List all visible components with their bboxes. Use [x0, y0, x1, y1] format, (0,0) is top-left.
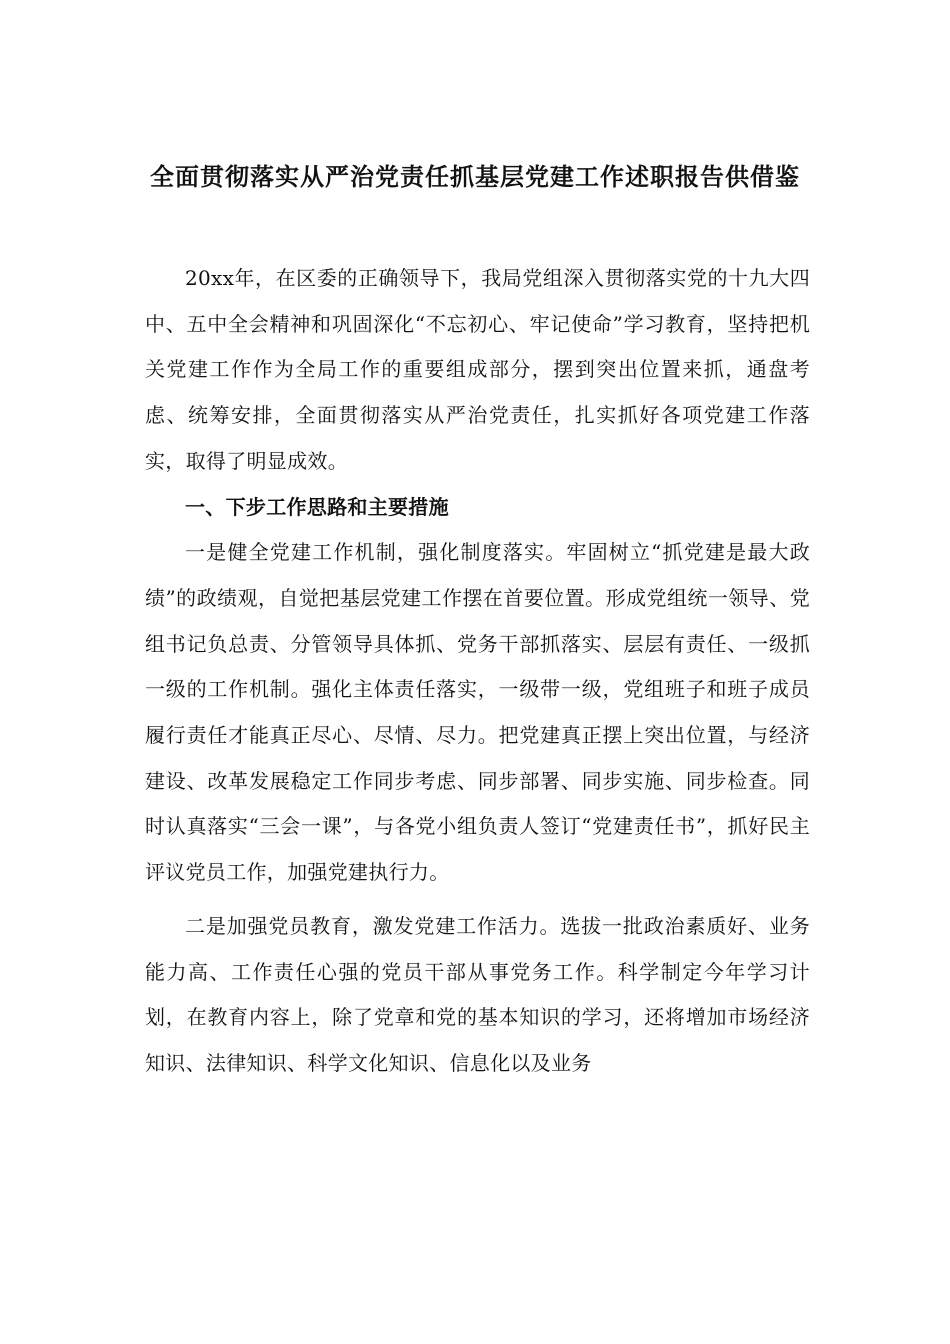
document-title: 全面贯彻落实从严治党责任抓基层党建工作述职报告供借鉴 — [150, 162, 800, 191]
document-body — [145, 256, 810, 1087]
body-paragraph-1: 一是健全党建工作机制，强化制度落实。牢固树立“抓党建是最大政绩”的政绩观，自觉把基层党建工作摆在首要位置。形成党组统一领导、党组书记负总责、分管领导具体抓、党务干部抓落实、层层有责任、一级抓一级的工作机制。强化主体责任落实，一级带一级，党组班子和班子成员履行责任才能真正尽心、尽情、尽力。把党建真正摆上突出位置，与经济建设、改革发展稳定工作同步考虑、同步部署、同步实施、同步检查。同时认真落实“三会一课”，与各党小组负责人签订“党建责任书”，抓好民主评议党员工作，加强党建执行力。 — [145, 540, 810, 885]
intro-paragraph: 20xx年，在区委的正确领导下，我局党组深入贯彻落实党的十九大四中、五中全会精神和巩固深化“不忘初心、牢记使命”学习教育，坚持把机关党建工作作为全局工作的重要组成部分，摆到突出位置来抓，通盘考虑、统筹安排，全面贯彻落实从严治党责任，扎实抓好各项党建工作落实，取得了明显成效。 — [145, 266, 810, 473]
body-paragraph-2: 二是加强党员教育，激发党建工作活力。选拔一批政治素质好、业务能力高、工作责任心强的党员干部从事党务工作。科学制定今年学习计划，在教育内容上，除了党章和党的基本知识的学习，还将增加市场经济知识、法律知识、科学文化知识、信息化以及业务 — [145, 913, 810, 1075]
paragraph-gap — [145, 896, 810, 904]
section-heading: 一、下步工作思路和主要措施 — [185, 494, 449, 519]
